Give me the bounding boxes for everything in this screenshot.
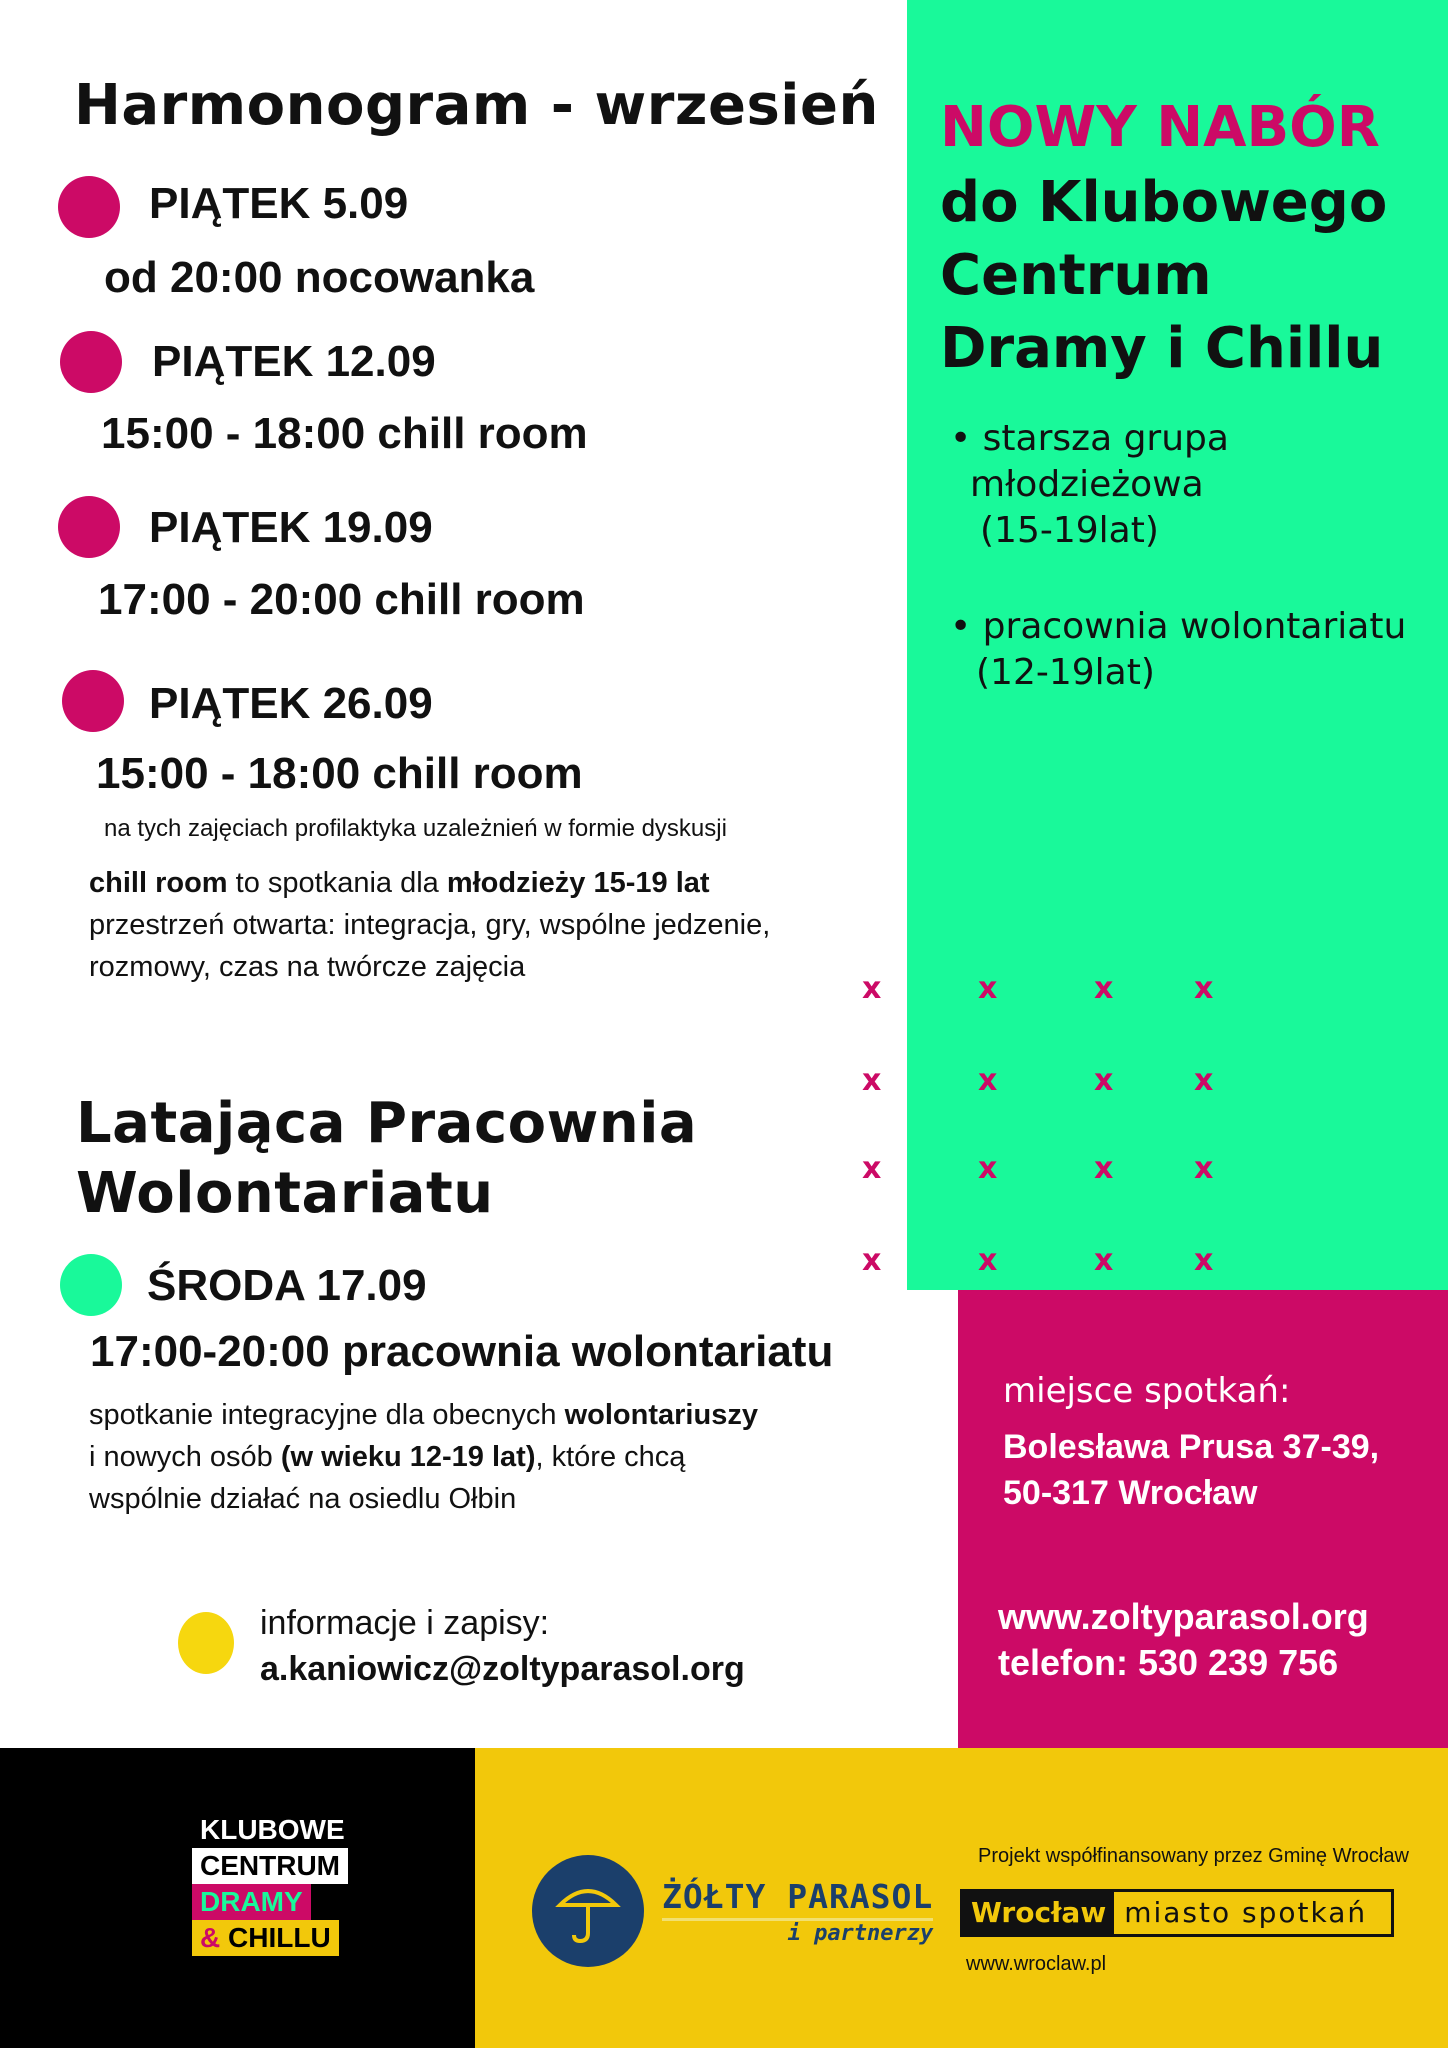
wroclaw-website[interactable]: www.wroclaw.pl <box>966 1953 1107 1975</box>
schedule-day: PIĄTEK 26.09 <box>149 679 433 728</box>
cross-mark: x <box>1094 1063 1114 1098</box>
schedule-time: 15:00 - 18:00 chill room <box>96 749 583 798</box>
volunteer-day: ŚRODA 17.09 <box>147 1261 427 1310</box>
cross-mark: x <box>1194 1063 1214 1098</box>
schedule-bullet-dot <box>62 670 124 732</box>
info-label: informacje i zapisy: <box>260 1604 550 1642</box>
info-bullet-dot <box>178 1612 234 1674</box>
schedule-day: PIĄTEK 12.09 <box>152 337 436 386</box>
parasol-wordmark: ŻÓŁTY PARASOL i partnerzy <box>662 1877 934 1946</box>
cross-mark: x <box>1094 1151 1114 1186</box>
cross-mark: x <box>978 1151 998 1186</box>
schedule-time: od 20:00 nocowanka <box>104 253 535 302</box>
cofinanced-note: Projekt współfinansowany przez Gminę Wrocław <box>978 1845 1409 1867</box>
recruitment-group-volunteer: • pracownia wolontariatu (12-19lat) <box>950 606 1407 693</box>
website-link[interactable]: www.zoltyparasol.org <box>998 1596 1369 1637</box>
cross-mark: x <box>1094 971 1114 1006</box>
cross-mark: x <box>978 1243 998 1278</box>
volunteer-time: 17:00-20:00 pracownia wolontariatu <box>90 1327 834 1376</box>
club-logo: KLUBOWE CENTRUM DRAMY & CHILLU <box>192 1812 392 1956</box>
info-email[interactable]: a.kaniowicz@zoltyparasol.org <box>260 1650 745 1688</box>
cross-mark: x <box>862 1243 882 1278</box>
schedule-bullet-dot <box>58 176 120 238</box>
cross-mark: x <box>1194 1151 1214 1186</box>
cross-mark: x <box>862 1151 882 1186</box>
schedule-title: Harmonogram - wrzesień <box>74 73 879 138</box>
recruitment-group-senior: • starsza grupa młodzieżowa (15-19lat) <box>950 418 1229 551</box>
age-range: młodzieży 15-19 lat <box>446 867 710 899</box>
schedule-day: PIĄTEK 5.09 <box>149 179 409 228</box>
schedule-time: 15:00 - 18:00 chill room <box>101 409 588 458</box>
cross-mark: x <box>1194 1243 1214 1278</box>
cross-mark: x <box>978 971 998 1006</box>
recruitment-title: do Klubowego Centrum Dramy i Chillu <box>940 170 1388 381</box>
cross-mark: x <box>1094 1243 1114 1278</box>
cross-mark: x <box>1194 971 1214 1006</box>
volunteer-title-line2: Wolontariatu <box>76 1161 494 1226</box>
cross-mark: x <box>978 1063 998 1098</box>
volunteer-title-line1: Latająca Pracownia <box>76 1091 698 1156</box>
chill-room-term: chill room <box>89 867 228 899</box>
schedule-bullet-dot <box>58 496 120 558</box>
contact-details <box>998 1594 1369 1686</box>
cross-mark: x <box>862 971 882 1006</box>
schedule-time: 17:00 - 20:00 chill room <box>98 575 585 624</box>
wroclaw-logo: Wrocław miasto spotkań <box>960 1889 1394 1937</box>
schedule-note: na tych zajęciach profilaktyka uzależnień w formie dyskusji <box>104 815 727 842</box>
address: Bolesława Prusa 37-39, 50-317 Wrocław <box>1003 1428 1380 1512</box>
place-label: miejsce spotkań: <box>1003 1371 1291 1411</box>
recruitment-headline: NOWY NABÓR <box>940 95 1380 160</box>
volunteer-bullet-dot <box>60 1254 122 1316</box>
cross-mark: x <box>862 1063 882 1098</box>
chill-room-description: chill room to spotkania dla młodzieży 15-19 lat przestrzeń otwarta: integracja, gry, wspólne jedzenie, rozmowy, czas na twórcze zajęcia <box>89 867 771 983</box>
umbrella-icon <box>532 1855 644 1967</box>
info-block <box>260 1600 745 1692</box>
schedule-bullet-dot <box>60 331 122 393</box>
schedule-day: PIĄTEK 19.09 <box>149 503 433 552</box>
phone-number: telefon: 530 239 756 <box>998 1642 1339 1683</box>
volunteer-description: spotkanie integracyjne dla obecnych wolontariuszy i nowych osób (w wieku 12-19 lat), które chcą wspólnie działać na osiedlu Ołbin <box>89 1399 758 1515</box>
